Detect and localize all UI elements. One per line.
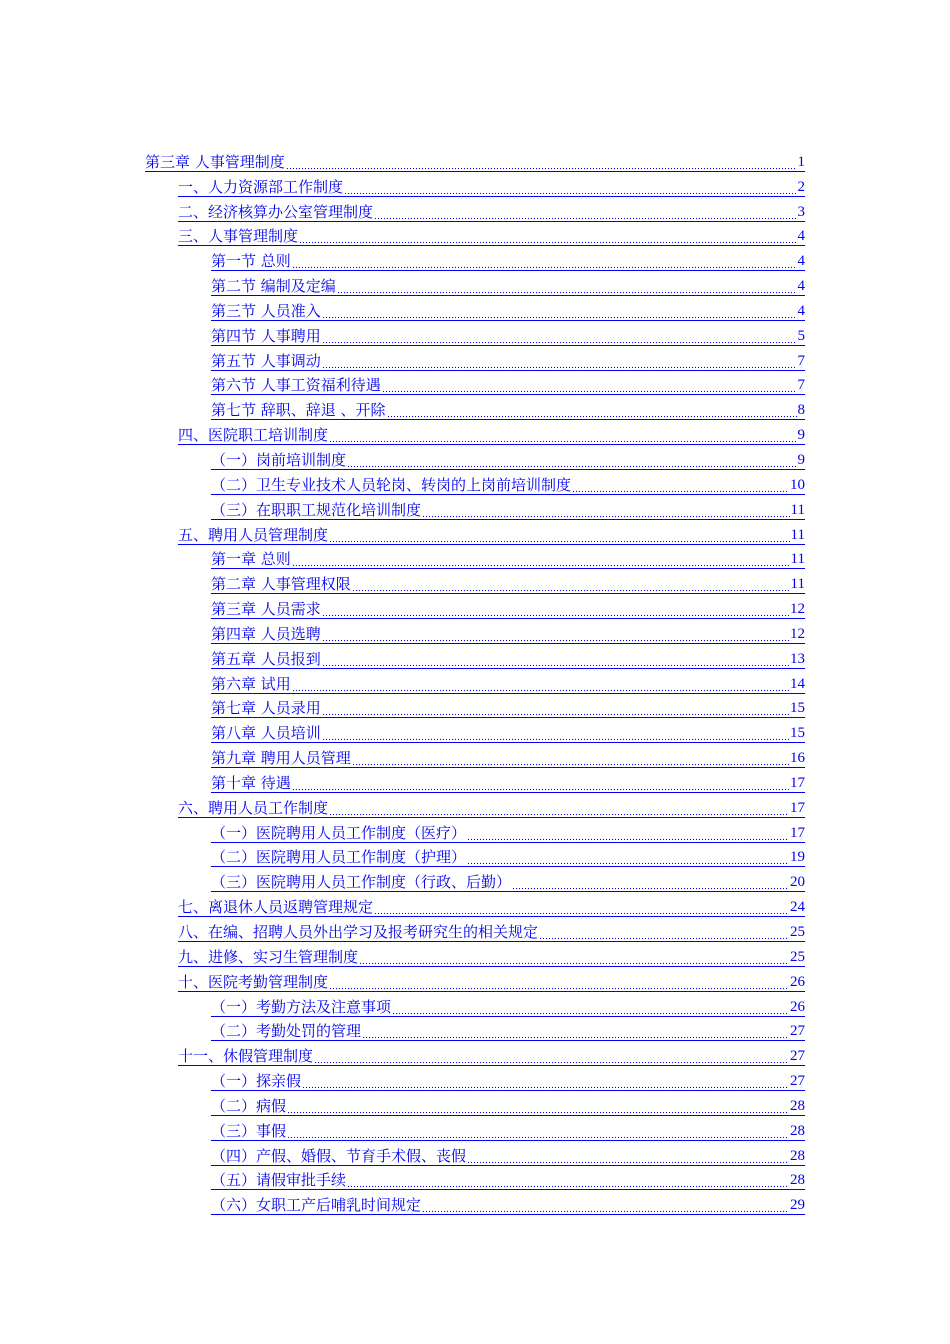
toc-entry-line (178, 973, 805, 992)
toc-entry-line (211, 1196, 805, 1215)
toc-entry[interactable] (0, 523, 950, 548)
toc-entry[interactable] (0, 870, 950, 895)
toc-entry-line (211, 352, 805, 371)
toc-entry-page-number: 17 (790, 824, 805, 841)
toc-entry[interactable] (0, 548, 950, 573)
toc-entry[interactable] (0, 846, 950, 871)
toc-entry-title: 第三章 人员需求 (211, 600, 321, 619)
toc-entry-line (211, 277, 805, 296)
toc-entry-page-number: 27 (790, 1048, 805, 1065)
dot-leader (292, 550, 790, 568)
toc-entry-line (178, 948, 805, 967)
toc-entry[interactable] (0, 572, 950, 597)
toc-entry-title: 七、离退休人员返聘管理规定 (178, 898, 374, 917)
toc-entry[interactable] (0, 274, 950, 299)
toc-entry-page-number: 4 (797, 302, 805, 319)
toc-entry-title: （二）卫生专业技术人员轮岗、转岗的上岗前培训制度 (211, 475, 572, 494)
toc-entry-line (211, 401, 805, 420)
toc-entry[interactable] (0, 448, 950, 473)
toc-entry-line (178, 178, 805, 197)
toc-entry[interactable] (0, 324, 950, 349)
toc-entry-page-number: 12 (790, 601, 805, 618)
toc-entry-line (211, 675, 805, 694)
toc-entry-line (211, 873, 805, 892)
toc-entry-title: 三、人事管理制度 (178, 227, 299, 246)
toc-entry[interactable] (0, 697, 950, 722)
toc-entry-title: 第三节 人员准入 (211, 301, 321, 320)
toc-entry[interactable] (0, 398, 950, 423)
toc-entry-title: 十一、休假管理制度 (178, 1047, 314, 1066)
toc-entry[interactable] (0, 1044, 950, 1069)
dot-leader (287, 1122, 789, 1140)
toc-entry-page-number: 11 (790, 501, 805, 518)
toc-entry-line (211, 600, 805, 619)
toc-entry-page-number: 16 (790, 750, 805, 767)
toc-entry-title: 二、经济核算办公室管理制度 (178, 202, 374, 221)
dot-leader (467, 1147, 789, 1165)
toc-entry[interactable] (0, 1020, 950, 1045)
toc-entry-line (178, 426, 805, 445)
dot-leader (347, 1171, 789, 1189)
toc-entry[interactable] (0, 796, 950, 821)
dot-leader (374, 203, 796, 221)
toc-entry-title: （三）事假 (211, 1121, 287, 1140)
toc-entry-line (211, 1097, 805, 1116)
toc-entry[interactable] (0, 920, 950, 945)
toc-entry-title: 六、聘用人员工作制度 (178, 798, 329, 817)
dot-leader (299, 227, 796, 245)
toc-entry[interactable] (0, 150, 950, 175)
dot-leader (322, 724, 789, 742)
toc-entry-line (211, 699, 805, 718)
toc-entry-line (211, 252, 805, 271)
toc-entry-line (211, 848, 805, 867)
dot-leader (512, 873, 789, 891)
toc-entry-title: （三）在职职工规范化培训制度 (211, 500, 422, 519)
toc-entry-title: （五）请假审批手续 (211, 1171, 347, 1190)
dot-leader (422, 501, 790, 519)
toc-entry-line (178, 203, 805, 222)
toc-entry-title: 第九章 聘用人员管理 (211, 749, 351, 768)
toc-entry[interactable] (0, 374, 950, 399)
toc-entry-page-number: 8 (797, 402, 805, 419)
toc-entry-page-number: 28 (790, 1172, 805, 1189)
toc-entry-page-number: 9 (797, 451, 805, 468)
toc-entry-line (178, 1047, 805, 1066)
toc-entry-page-number: 29 (790, 1197, 805, 1214)
toc-entry-line (211, 451, 805, 470)
dot-leader (374, 898, 789, 916)
toc-entry-title: （二）考勤处罚的管理 (211, 1022, 362, 1041)
dot-leader (329, 426, 796, 444)
toc-entry-page-number: 19 (790, 849, 805, 866)
toc-entry[interactable] (0, 225, 950, 250)
toc-entry-line (211, 824, 805, 843)
toc-entry-page-number: 24 (790, 899, 805, 916)
toc-entry-title: 第五节 人事调动 (211, 351, 321, 370)
toc-entry-page-number: 20 (790, 874, 805, 891)
toc-entry-title: 五、聘用人员管理制度 (178, 525, 329, 544)
toc-entry-title: 四、医院职工培训制度 (178, 426, 329, 445)
dot-leader (292, 252, 797, 270)
toc-entry-line (211, 575, 805, 594)
toc-entry-page-number: 17 (790, 774, 805, 791)
dot-leader (329, 973, 789, 991)
toc-entry-title: （六）女职工产后哺乳时间规定 (211, 1196, 422, 1215)
toc-entry-page-number: 7 (797, 352, 805, 369)
toc-entry[interactable] (0, 771, 950, 796)
toc-entry-page-number: 11 (790, 551, 805, 568)
toc-entry-page-number: 28 (790, 1147, 805, 1164)
toc-entry-title: 第七节 辞职、辞退 、开除 (211, 401, 386, 420)
toc-entry-page-number: 27 (790, 1023, 805, 1040)
dot-leader (302, 1072, 789, 1090)
toc-entry[interactable] (0, 200, 950, 225)
toc-entry[interactable] (0, 1069, 950, 1094)
toc-entry-title: （三）医院聘用人员工作制度（行政、后勤） (211, 873, 512, 892)
toc-entry-line (211, 1072, 805, 1091)
toc-entry[interactable] (0, 423, 950, 448)
toc-entry-title: 第六节 人事工资福利待遇 (211, 376, 381, 395)
toc-entry-title: 第四节 人事聘用 (211, 326, 321, 345)
toc-entry-line (211, 650, 805, 669)
toc-entry[interactable] (0, 1169, 950, 1194)
dot-leader (292, 675, 789, 693)
toc-entry-title: （一）医院聘用人员工作制度（医疗） (211, 823, 467, 842)
toc-entry-page-number: 4 (797, 228, 805, 245)
toc-entry-title: 一、人力资源部工作制度 (178, 177, 344, 196)
toc-entry-title: 十、医院考勤管理制度 (178, 972, 329, 991)
toc-entry-page-number: 4 (797, 278, 805, 295)
dot-leader (329, 526, 790, 544)
toc-entry-page-number: 26 (790, 973, 805, 990)
toc-entry-line (211, 550, 805, 569)
dot-leader (287, 1097, 789, 1115)
toc-entry-line (178, 227, 805, 246)
dot-leader (322, 699, 789, 717)
toc-entry-line (211, 1147, 805, 1166)
toc-entry-line (211, 774, 805, 793)
dot-leader (572, 476, 789, 494)
dot-leader (359, 948, 789, 966)
toc-entry-page-number: 17 (790, 799, 805, 816)
toc-entry-title: （二）病假 (211, 1096, 287, 1115)
dot-leader (322, 625, 789, 643)
toc-entry[interactable] (0, 473, 950, 498)
toc-entry-page-number: 13 (790, 650, 805, 667)
toc-entry-page-number: 28 (790, 1122, 805, 1139)
dot-leader (322, 600, 789, 618)
toc-entry[interactable] (0, 622, 950, 647)
toc-entry-page-number: 25 (790, 924, 805, 940)
dot-leader (362, 1022, 789, 1040)
toc-entry-line (211, 1122, 805, 1141)
toc-entry-title: 第七章 人员录用 (211, 699, 321, 718)
dot-leader (422, 1196, 789, 1214)
dot-leader (467, 848, 789, 866)
toc-entry-title: （一）探亲假 (211, 1072, 302, 1091)
toc-entry[interactable] (0, 349, 950, 374)
toc-entry[interactable] (0, 597, 950, 622)
toc-entry-title: （二）医院聘用人员工作制度（护理） (211, 848, 467, 867)
toc-entry-page-number: 5 (797, 327, 805, 344)
toc-entry-title: （一）岗前培训制度 (211, 450, 347, 469)
dot-leader (292, 774, 789, 792)
toc-entry-page-number: 7 (797, 377, 805, 394)
toc-entry[interactable] (0, 1193, 950, 1218)
toc-entry-line (211, 1171, 805, 1190)
toc-entry-line (211, 1022, 805, 1041)
toc-entry[interactable] (0, 970, 950, 995)
toc-entry-line (211, 998, 805, 1017)
toc-entry-line (178, 923, 805, 942)
toc-entry-line (211, 724, 805, 743)
toc-entry-page-number: 25 (790, 948, 805, 965)
dot-leader (329, 799, 789, 817)
dot-leader (387, 401, 797, 419)
toc-entry[interactable] (0, 498, 950, 523)
toc-entry[interactable] (0, 647, 950, 672)
dot-leader (286, 153, 797, 171)
toc-entry-line (211, 376, 805, 395)
toc-entry-title: 第三章 人事管理制度 (145, 152, 285, 171)
dot-leader (382, 376, 797, 394)
toc-entry-page-number: 12 (790, 625, 805, 642)
toc-entry-page-number: 9 (797, 427, 805, 444)
toc-entry-page-number: 15 (790, 700, 805, 717)
toc-entry[interactable] (0, 672, 950, 697)
toc-entry[interactable] (0, 1119, 950, 1144)
toc-entry[interactable] (0, 299, 950, 324)
dot-leader (539, 923, 789, 941)
dot-leader (344, 178, 796, 196)
toc-entry-page-number: 4 (797, 253, 805, 270)
toc-entry-line (211, 476, 805, 495)
toc-entry-page-number: 28 (790, 1097, 805, 1114)
dot-leader (322, 650, 789, 668)
toc-entry-title: 第十章 待遇 (211, 773, 291, 792)
toc-entry-title: 第二章 人事管理权限 (211, 575, 351, 594)
toc-entry-title: （四）产假、婚假、节育手术假、丧假 (211, 1146, 467, 1165)
toc-entry-title: 第六章 试用 (211, 674, 291, 693)
toc-entry[interactable] (0, 746, 950, 771)
toc-entry-page-number: 1 (797, 153, 805, 170)
toc-entry-title: 第二节 编制及定编 (211, 277, 336, 296)
toc-entry-page-number: 27 (790, 1073, 805, 1090)
toc-entry-page-number: 11 (790, 526, 805, 543)
toc-entry[interactable] (0, 1144, 950, 1169)
toc-entry-line (211, 327, 805, 346)
toc-entry-title: 第五章 人员报到 (211, 649, 321, 668)
toc-entry[interactable] (0, 895, 950, 920)
toc-entry-title: 第四章 人员选聘 (211, 624, 321, 643)
table-of-contents (0, 150, 950, 1218)
toc-entry-line (178, 898, 805, 917)
dot-leader (322, 352, 797, 370)
dot-leader (467, 824, 789, 842)
toc-entry-page-number: 11 (790, 576, 805, 593)
toc-entry-page-number: 15 (790, 725, 805, 742)
dot-leader (322, 327, 797, 345)
toc-entry[interactable] (0, 249, 950, 274)
toc-entry-title: 第一章 总则 (211, 550, 291, 569)
toc-entry-page-number: 2 (797, 178, 805, 195)
dot-leader (347, 451, 796, 469)
dot-leader (352, 749, 789, 767)
dot-leader (322, 302, 797, 320)
toc-entry-line (211, 501, 805, 520)
dot-leader (352, 575, 790, 593)
toc-entry-line (178, 526, 805, 545)
toc-entry[interactable] (0, 821, 950, 846)
toc-entry[interactable] (0, 945, 950, 970)
toc-entry-line (178, 799, 805, 818)
toc-entry-title: （一）考勤方法及注意事项 (211, 997, 392, 1016)
toc-entry-line (211, 749, 805, 768)
toc-entry-title: 九、进修、实习生管理制度 (178, 947, 359, 966)
toc-entry-title: 八、在编、招聘人员外出学习及报考研究生的相关规定 (178, 923, 539, 941)
toc-entry-title: 第八章 人员培训 (211, 724, 321, 743)
dot-leader (314, 1047, 789, 1065)
toc-entry-title: 第一节 总则 (211, 252, 291, 271)
toc-entry-page-number: 3 (797, 203, 805, 220)
toc-entry[interactable] (0, 721, 950, 746)
dot-leader (392, 998, 789, 1016)
toc-entry-page-number: 14 (790, 675, 805, 692)
toc-entry-line (211, 625, 805, 644)
toc-entry[interactable] (0, 995, 950, 1020)
toc-entry[interactable] (0, 1094, 950, 1119)
toc-entry-page-number: 26 (790, 998, 805, 1015)
dot-leader (337, 277, 797, 295)
toc-entry[interactable] (0, 175, 950, 200)
toc-entry-line (211, 302, 805, 321)
toc-entry-page-number: 10 (790, 476, 805, 493)
toc-entry-line (145, 153, 805, 172)
